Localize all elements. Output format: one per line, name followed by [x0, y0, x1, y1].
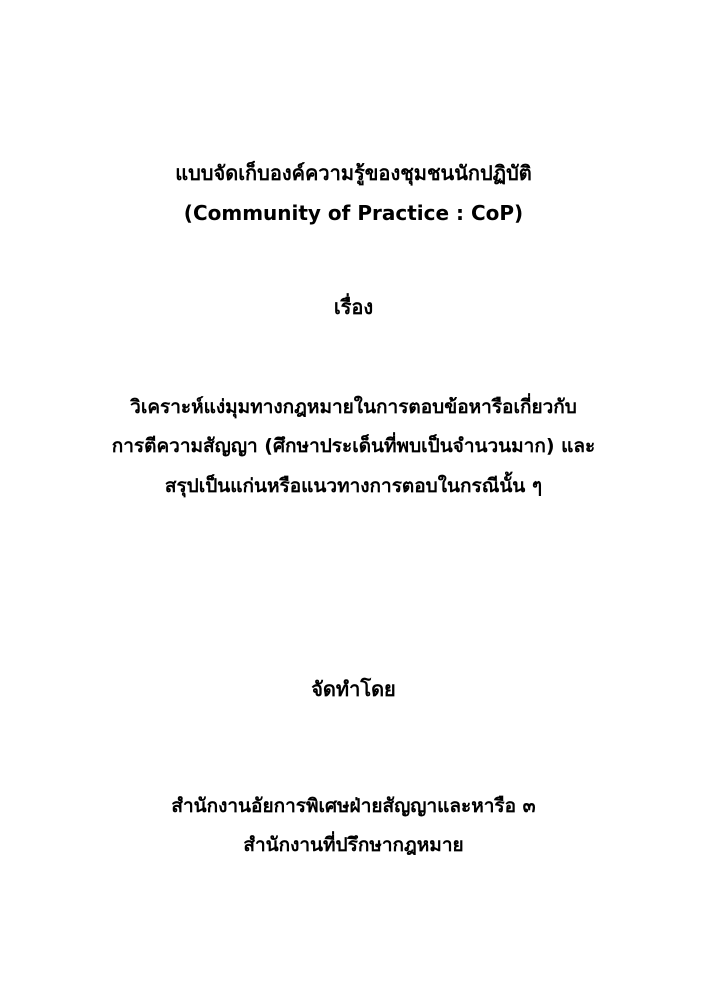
topic-line-1: วิเคราะห์แง่มุมทางกฎหมายในการตอบข้อหารือเกี่ยวกับ: [130, 396, 577, 418]
topic-line-3: สรุปเป็นแก่นหรือแนวทางการตอบในกรณีนั้น ๆ: [164, 475, 543, 497]
topic-label: เรื่อง: [333, 295, 374, 319]
document-title: แบบจัดเก็บองค์ความรู้ของชุมชนนักปฏิบัติ: [175, 161, 532, 185]
topic-line-2: การตีความสัญญา (ศึกษาประเด็นที่พบเป็นจำนวนมาก) และ: [111, 435, 596, 457]
prepared-by-label: จัดทำโดย: [311, 677, 396, 701]
organization-line-1: สำนักงานอัยการพิเศษฝ่ายสัญญาและหารือ ๓: [171, 795, 536, 817]
document-subtitle: (Community of Practice : CoP): [183, 201, 524, 225]
organization-line-2: สำนักงานที่ปรึกษากฎหมาย: [243, 834, 464, 856]
